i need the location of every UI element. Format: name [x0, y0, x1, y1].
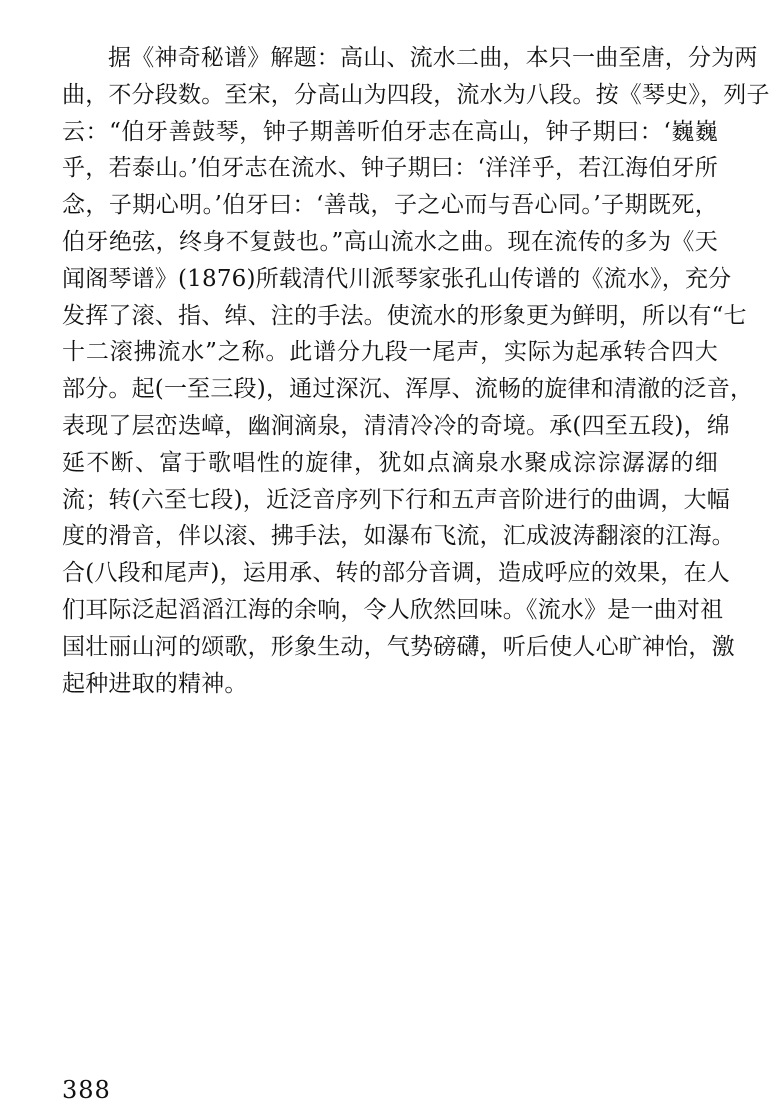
paragraph-line: 们耳际泛起滔滔江海的余响，令人欣然回味。《流水》是一曲对祖	[62, 596, 724, 623]
paragraph-line: 十二滚拂流水”之称。此谱分九段一尾声，实际为起承转合四大	[62, 339, 718, 366]
body-paragraph	[62, 40, 770, 702]
page-number: 388	[62, 1076, 111, 1104]
paragraph-line: 曲，不分段数。至宋，分高山为四段，流水为八段。按《琴史》，列子	[62, 81, 770, 108]
paragraph-line: 伯牙绝弦，终身不复鼓也。”高山流水之曲。现在流传的多为《天	[62, 228, 718, 255]
paragraph-line: 流；转(六至七段)，近泛音序列下行和五声音阶进行的曲调，大幅	[62, 486, 730, 513]
paragraph-line: 据《神奇秘谱》解题：高山、流水二曲，本只一曲至唐，分为两	[108, 45, 758, 71]
paragraph-line: 表现了层峦迭嶂，幽涧滴泉，清清冷冷的奇境。承(四至五段)，绵	[62, 412, 730, 439]
paragraph-line: 合(八段和尾声)，运用承、转的部分音调，造成呼应的效果，在人	[62, 560, 730, 587]
paragraph-line: 部分。起(一至三段)，通过深沉、浑厚、流畅的旋律和清澈的泛音，	[62, 376, 754, 403]
paragraph-line: 念，子期心明。’伯牙曰：‘善哉，子之心而与吾心同。’子期既死，	[62, 192, 718, 219]
paragraph-line: 度的滑音，伴以滚、拂手法，如瀑布飞流，汇成波涛翻滚的江海。	[62, 523, 735, 550]
paragraph-line: 起种进取的精神。	[62, 670, 248, 697]
paragraph-line: 国壮丽山河的颂歌，形象生动，气势磅礴，听后使人心旷神怡，激	[62, 633, 735, 660]
paragraph-line: 云：“伯牙善鼓琴，钟子期善听伯牙志在高山，钟子期曰：‘巍巍	[62, 118, 718, 145]
paragraph-line: 发挥了滚、指、绰、注的手法。使流水的形象更为鲜明，所以有“七	[62, 302, 747, 329]
paragraph-line: 闻阁琴谱》(1876)所载清代川派琴家张孔山传谱的《流水》，充分	[62, 265, 732, 292]
paragraph-line: 延不断、富于歌唱性的旋律，犹如点滴泉水聚成淙淙潺潺的细	[62, 449, 718, 476]
paragraph-line: 乎，若泰山。’伯牙志在流水、钟子期曰：‘洋洋乎，若江海伯牙所	[62, 155, 718, 182]
